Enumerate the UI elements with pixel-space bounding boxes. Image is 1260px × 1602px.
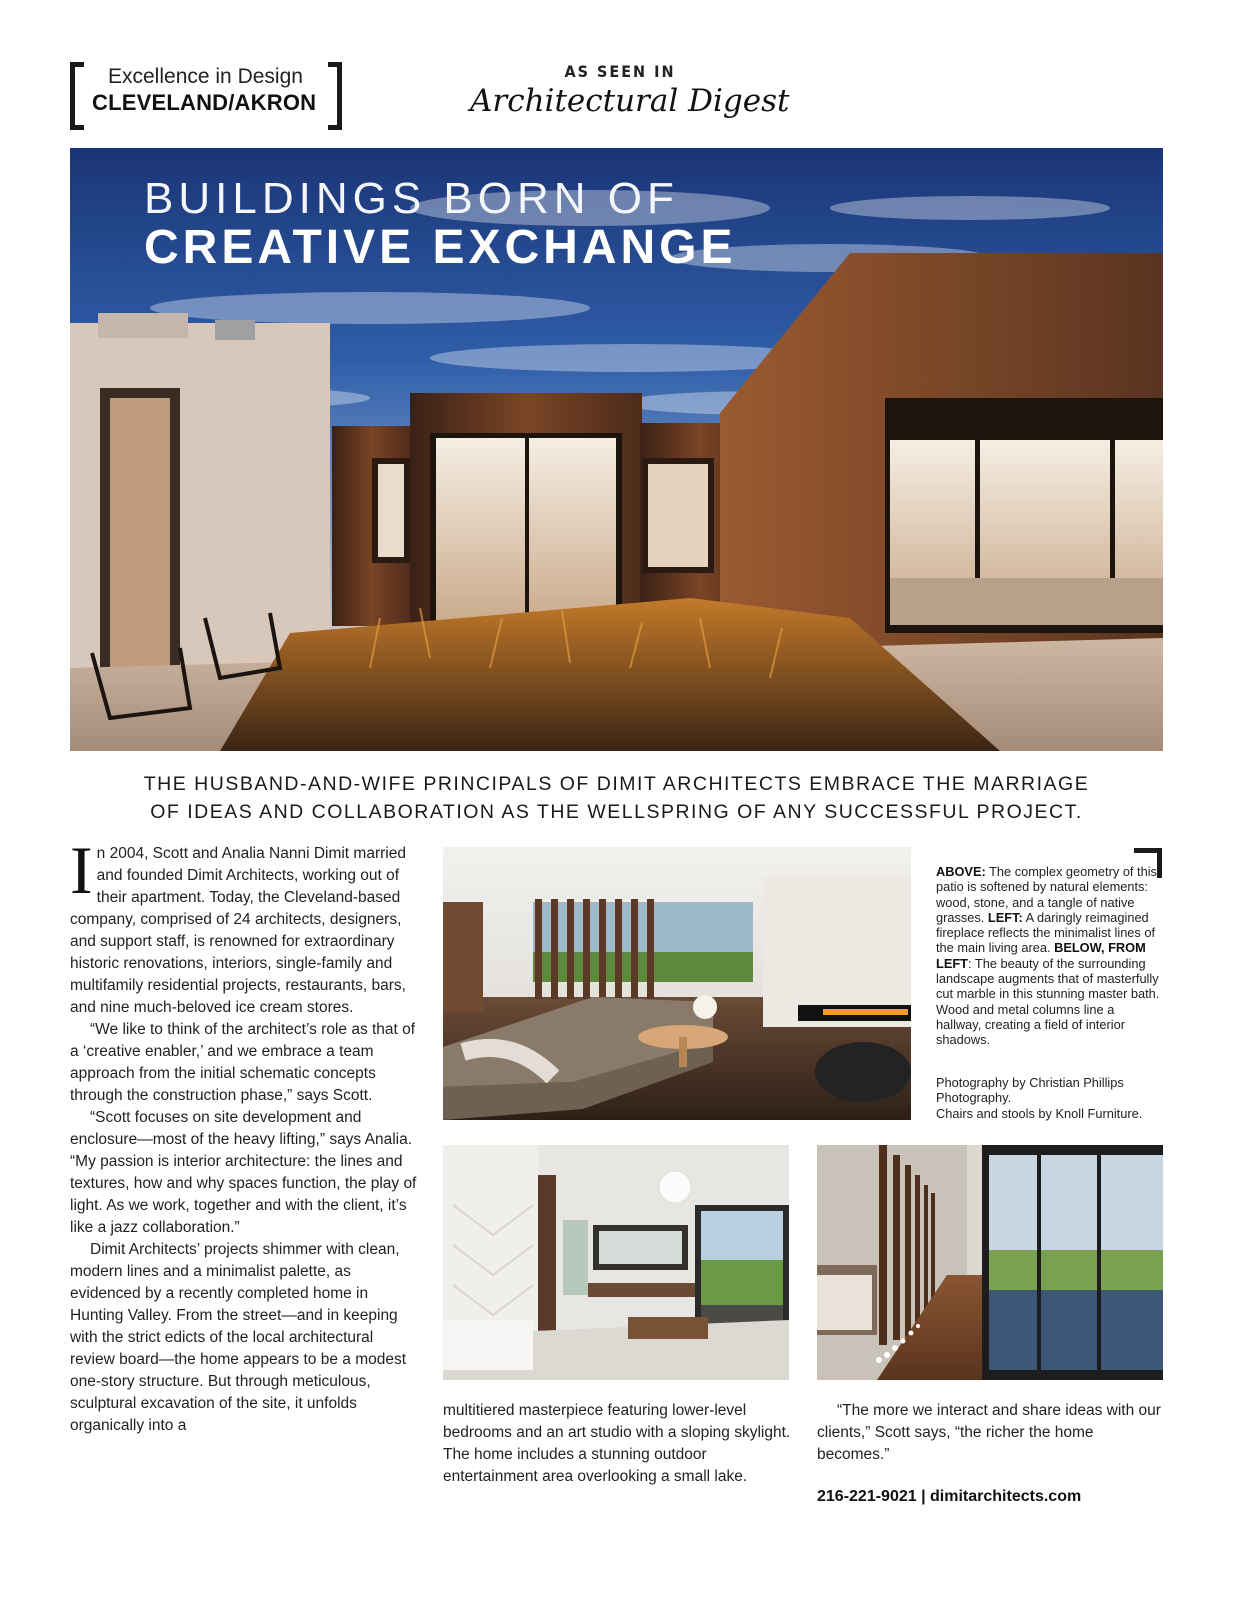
photo-credits — [936, 1075, 1166, 1121]
deck-line2: OF IDEAS AND COLLABORATION AS THE WELLSPRING OF ANY SUCCESSFUL PROJECT. — [150, 801, 1083, 823]
master-bath-photo — [443, 1145, 789, 1380]
drop-cap: I — [70, 832, 93, 908]
article-column-2 — [443, 1400, 793, 1488]
article-paragraph-3: “Scott focuses on site development and enclosure—most of the heavy lifting,” says Analia. “My passion is interior architecture: the lines and textures, how and why spaces function, the play of light. As we work, together and with the client, it’s like a jazz collaboration.” — [70, 1109, 417, 1236]
publication-logo: Architectural Digest — [470, 83, 790, 119]
article-paragraph-2: “We like to think of the architect’s role as that of a ‘creative enabler,’ and we embrace a team approach from the initial schematic concepts through the construction phase,” says Scott. — [70, 1021, 416, 1104]
credit-photography: Photography by Christian Phillips Photography. — [936, 1075, 1124, 1106]
hero-title-line1: BUILDINGS BORN OF — [144, 174, 679, 223]
article-column-3 — [817, 1400, 1162, 1466]
excellence-badge — [70, 62, 342, 122]
credit-furniture: Chairs and stools by Knoll Furniture. — [936, 1105, 1143, 1121]
caption-left-text: A daringly reimagined fireplace reflects the minimalist lines of the main living area. — [936, 909, 1156, 956]
badge-line1: Excellence in Design — [108, 65, 303, 88]
article-paragraph-4: Dimit Architects’ projects shimmer with clean, modern lines and a minimalist palette, as evidenced by a recently completed home in Hunting Valley. From the street—and in keeping with the strict edicts of the local architectural review board—the home appears to be a modest one-story structure. But through meticulous, sculptural excavation of the site, it unfolds organically into a — [70, 1241, 407, 1434]
caption-below-label: BELOW, FROM LEFT — [936, 940, 1146, 971]
paragraph-1-text: n 2004, Scott and Analia Nanni Dimit married and founded Dimit Architects, working out of their apartment. Today, the Cleveland-based company, comprised of 24 architects, designers, and support staff, is renowned for extraordinary historic renovations, interiors, single-family and multifamily residential projects, restaurants, bars, and nine much-beloved ice cream stores. — [70, 845, 406, 1016]
caption-above-text: The complex geometry of this patio is softened by natural elements: wood, stone, and a tangle of native grasses. — [936, 864, 1157, 925]
contact-separator: | — [921, 1488, 926, 1505]
website-link[interactable]: dimitarchitects.com — [930, 1488, 1082, 1505]
caption-below-text: : The beauty of the surrounding landscape augments that of masterfully cut marble in this stunning master bath. Wood and metal columns line a hallway, creating a field of interior shadows. — [936, 955, 1160, 1048]
hero-photo — [70, 148, 1163, 751]
as-seen-in-label: AS SEEN IN — [564, 62, 676, 81]
article-column-1 — [70, 832, 418, 1437]
article-paragraph-5: multitiered masterpiece featuring lower-level bedrooms and an art studio with a sloping skylight. The home includes a stunning outdoor entertainment area overlooking a small lake. — [443, 1402, 791, 1485]
badge-line2: CLEVELAND/AKRON — [92, 90, 317, 115]
right-bracket — [328, 62, 342, 130]
caption-above-label: ABOVE: — [936, 864, 986, 879]
contact-line — [817, 1488, 1081, 1506]
article-paragraph-6: “The more we interact and share ideas with our clients,” Scott says, “the richer the home becomes.” — [817, 1402, 1161, 1463]
hallway-photo — [817, 1145, 1163, 1380]
caption-left-label: LEFT: — [987, 909, 1023, 925]
photo-caption — [936, 864, 1162, 1048]
deck-line1: THE HUSBAND-AND-WIFE PRINCIPALS OF DIMIT ARCHITECTS EMBRACE THE MARRIAGE — [143, 773, 1090, 795]
hero-title-line2: CREATIVE EXCHANGE — [144, 221, 737, 274]
left-bracket — [70, 62, 84, 130]
hallway-illustration — [817, 1145, 1163, 1380]
article-deck — [70, 770, 1163, 826]
master-bath-illustration — [443, 1145, 789, 1380]
as-seen-in-block — [470, 62, 790, 119]
living-room-photo — [443, 847, 911, 1120]
phone-number: 216-221-9021 — [817, 1488, 917, 1505]
article-paragraph-1 — [70, 832, 418, 1019]
living-room-illustration — [443, 847, 911, 1120]
